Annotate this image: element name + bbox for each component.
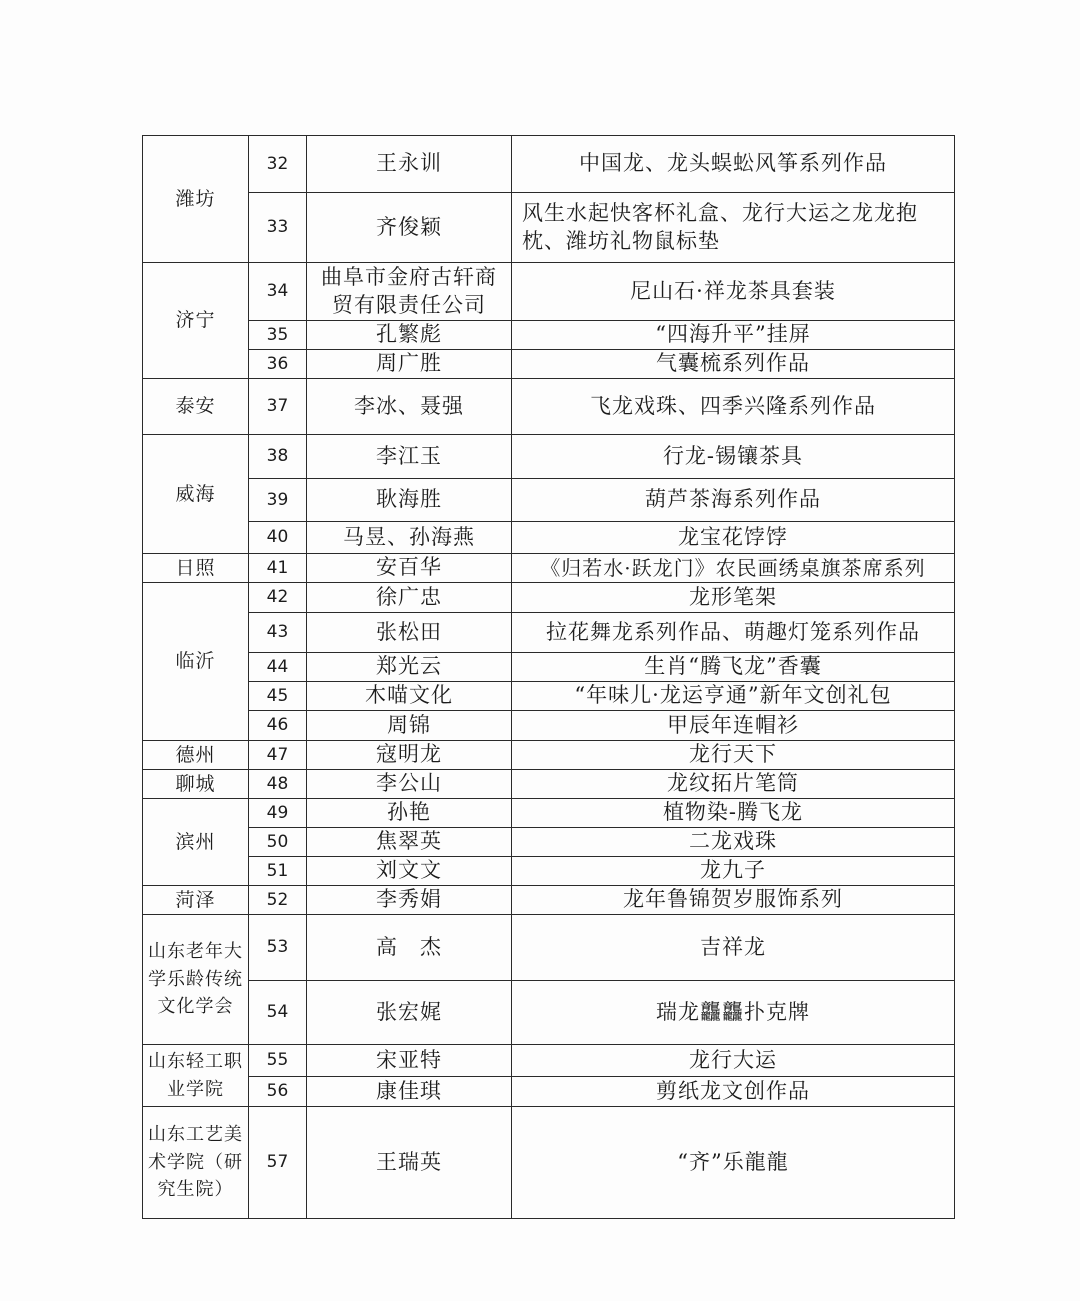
work-cell: 尼山石·祥龙茶具套装: [512, 263, 955, 321]
number-cell: 34: [249, 263, 307, 321]
table-row: [143, 711, 955, 741]
number-cell: 52: [249, 886, 307, 915]
work-cell: “四海升平”挂屏: [512, 321, 955, 350]
work-cell: 中国龙、龙头蜈蚣风筝系列作品: [512, 136, 955, 193]
name-cell: 高 杰: [307, 915, 512, 981]
name-cell: 寇明龙: [307, 741, 512, 770]
name-cell: 孔繁彪: [307, 321, 512, 350]
number-cell: 50: [249, 828, 307, 857]
number-cell: 47: [249, 741, 307, 770]
name-cell: 李公山: [307, 770, 512, 799]
work-cell: 龙形笔架: [512, 583, 955, 613]
work-cell: 龙年鲁锦贺岁服饰系列: [512, 886, 955, 915]
city-cell: 德州: [143, 741, 249, 770]
number-cell: 51: [249, 857, 307, 886]
name-cell: 周广胜: [307, 350, 512, 379]
table-row: [143, 653, 955, 682]
work-cell: “齐”乐龍龍: [512, 1107, 955, 1219]
table-row: [143, 741, 955, 770]
name-cell: 李秀娟: [307, 886, 512, 915]
work-cell: 葫芦茶海系列作品: [512, 479, 955, 522]
awards-table: [142, 135, 955, 1219]
table-row: [143, 1107, 955, 1219]
name-cell: 曲阜市金府古轩商贸有限责任公司: [307, 263, 512, 321]
name-cell: 张松田: [307, 613, 512, 653]
work-cell: 飞龙戏珠、四季兴隆系列作品: [512, 379, 955, 435]
table-row: [143, 136, 955, 193]
number-cell: 45: [249, 682, 307, 711]
work-cell: 龙纹拓片笔筒: [512, 770, 955, 799]
table-row: [143, 479, 955, 522]
table-row: [143, 583, 955, 613]
city-cell: 泰安: [143, 379, 249, 435]
table-row: [143, 350, 955, 379]
number-cell: 40: [249, 522, 307, 554]
work-cell: 剪纸龙文创作品: [512, 1077, 955, 1107]
table-row: [143, 1045, 955, 1077]
number-cell: 33: [249, 193, 307, 263]
work-cell: 拉花舞龙系列作品、萌趣灯笼系列作品: [512, 613, 955, 653]
work-cell: 龙宝花饽饽: [512, 522, 955, 554]
work-cell: 甲辰年连帽衫: [512, 711, 955, 741]
number-cell: 56: [249, 1077, 307, 1107]
name-cell: 周锦: [307, 711, 512, 741]
work-cell: 吉祥龙: [512, 915, 955, 981]
city-cell: 威海: [143, 435, 249, 554]
number-cell: 46: [249, 711, 307, 741]
work-cell: 瑞龙龘龘扑克牌: [512, 981, 955, 1045]
work-cell: 龙行大运: [512, 1045, 955, 1077]
work-cell: “年味儿·龙运亨通”新年文创礼包: [512, 682, 955, 711]
table-row: [143, 321, 955, 350]
table-row: [143, 886, 955, 915]
number-cell: 54: [249, 981, 307, 1045]
number-cell: 38: [249, 435, 307, 479]
number-cell: 57: [249, 1107, 307, 1219]
work-cell: 二龙戏珠: [512, 828, 955, 857]
number-cell: 43: [249, 613, 307, 653]
table-row: [143, 193, 955, 263]
number-cell: 48: [249, 770, 307, 799]
city-cell: 山东轻工职业学院: [143, 1045, 249, 1107]
table-row: [143, 522, 955, 554]
city-cell: 山东老年大学乐龄传统文化学会: [143, 915, 249, 1045]
work-cell: 《归若水·跃龙门》农民画绣桌旗茶席系列: [512, 554, 955, 583]
table-row: [143, 915, 955, 981]
name-cell: 安百华: [307, 554, 512, 583]
city-cell: 日照: [143, 554, 249, 583]
table-row: [143, 828, 955, 857]
number-cell: 49: [249, 799, 307, 828]
number-cell: 42: [249, 583, 307, 613]
work-cell: 风生水起快客杯礼盒、龙行大运之龙龙抱枕、潍坊礼物鼠标垫: [512, 193, 955, 263]
name-cell: 李冰、聂强: [307, 379, 512, 435]
name-cell: 郑光云: [307, 653, 512, 682]
name-cell: 张宏娓: [307, 981, 512, 1045]
name-cell: 李江玉: [307, 435, 512, 479]
table-row: [143, 682, 955, 711]
table-row: [143, 263, 955, 321]
name-cell: 焦翠英: [307, 828, 512, 857]
number-cell: 39: [249, 479, 307, 522]
number-cell: 53: [249, 915, 307, 981]
name-cell: 王永训: [307, 136, 512, 193]
city-cell: 潍坊: [143, 136, 249, 263]
name-cell: 刘文文: [307, 857, 512, 886]
table-row: [143, 1077, 955, 1107]
number-cell: 32: [249, 136, 307, 193]
name-cell: 马昱、孙海燕: [307, 522, 512, 554]
work-cell: 行龙-锡镶茶具: [512, 435, 955, 479]
number-cell: 41: [249, 554, 307, 583]
table-row: [143, 770, 955, 799]
name-cell: 木喵文化: [307, 682, 512, 711]
city-cell: 山东工艺美术学院（研究生院）: [143, 1107, 249, 1219]
table-row: [143, 554, 955, 583]
work-cell: 气囊梳系列作品: [512, 350, 955, 379]
work-cell: 植物染-腾飞龙: [512, 799, 955, 828]
city-cell: 聊城: [143, 770, 249, 799]
table-row: [143, 613, 955, 653]
number-cell: 35: [249, 321, 307, 350]
number-cell: 37: [249, 379, 307, 435]
table-row: [143, 379, 955, 435]
work-cell: 龙九子: [512, 857, 955, 886]
table-row: [143, 799, 955, 828]
city-cell: 滨州: [143, 799, 249, 886]
table-row: [143, 857, 955, 886]
name-cell: 耿海胜: [307, 479, 512, 522]
name-cell: 齐俊颖: [307, 193, 512, 263]
city-cell: 菏泽: [143, 886, 249, 915]
table-row: [143, 435, 955, 479]
name-cell: 徐广忠: [307, 583, 512, 613]
work-cell: 生肖“腾飞龙”香囊: [512, 653, 955, 682]
name-cell: 康佳琪: [307, 1077, 512, 1107]
work-cell: 龙行天下: [512, 741, 955, 770]
name-cell: 宋亚特: [307, 1045, 512, 1077]
city-cell: 临沂: [143, 583, 249, 741]
city-cell: 济宁: [143, 263, 249, 379]
name-cell: 王瑞英: [307, 1107, 512, 1219]
name-cell: 孙艳: [307, 799, 512, 828]
number-cell: 36: [249, 350, 307, 379]
number-cell: 55: [249, 1045, 307, 1077]
table-row: [143, 981, 955, 1045]
number-cell: 44: [249, 653, 307, 682]
